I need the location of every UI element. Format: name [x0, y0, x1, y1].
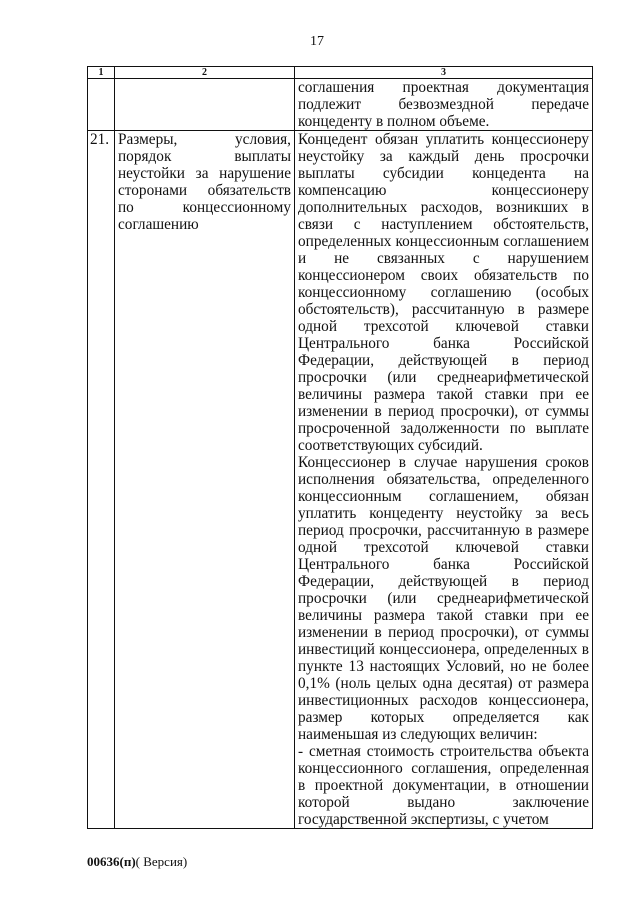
table-header-row: [88, 67, 593, 79]
content-paragraph: соглашения проектная документация подлежит безвозмездной передаче концеденту в полном объеме.: [298, 79, 589, 130]
column-header-1: 1: [88, 67, 115, 79]
item-name-cell: Размеры, условия, порядок выплаты неустойки за нарушение сторонами обязательств по концессионному соглашению: [115, 131, 295, 829]
document-version-label: ( Версия): [135, 854, 188, 869]
row-number-cell: 21.: [88, 131, 115, 829]
content-paragraph: - сметная стоимость строительства объекта концессионного соглашения, определенная в проектной документации, в отношении которой выдано заключение государственной экспертизы, с учетом: [298, 743, 589, 828]
item-content-cell: [295, 131, 593, 829]
page-number: 17: [310, 34, 324, 49]
row-number-cell: [88, 79, 115, 131]
document-code: 00636(п): [87, 854, 136, 869]
item-name-cell: [115, 79, 295, 131]
table-row: [88, 79, 593, 131]
table-row: [88, 131, 593, 829]
content-paragraph: Концессионер в случае нарушения сроков исполнения обязательства, определенного концессионным соглашением, обязан уплатить концеденту неустойку за весь период просрочки, рассчитанную в размере одной трехсотой ключевой ставки Центрального банка Российской Федерации, действующей в период просрочки (или среднеарифметической величины размера такой ставки при ее изменении в период просрочки), от суммы инвестиций концессионера, определенных в пункте 13 настоящих Условий, но не более 0,1% (ноль целых одна десятая) от размера инвестиционных расходов концессионера, размер которых определяется как наименьшая из следующих величин:: [298, 454, 589, 743]
column-header-3: 3: [295, 67, 593, 79]
conditions-table: [87, 66, 593, 829]
content-paragraph: Концедент обязан уплатить концессионеру неустойку за каждый день просрочки выплаты субсидии концедента на компенсацию концессионеру дополнительных расходов, возникших в связи с наступлением обстоятельств, определенных концессионным соглашением и не связанных с нарушением концессионером своих обязательств по концессионному соглашению (особых обстоятельств), рассчитанную в размере одной трехсотой ключевой ставки Центрального банка Российской Федерации, действующей в период просрочки (или среднеарифметической величины размера такой ставки при ее изменении в период просрочки), от суммы просроченной задолженности по выплате соответствующих субсидий.: [298, 131, 589, 454]
document-footer: [87, 854, 187, 870]
item-content-cell: [295, 79, 593, 131]
column-header-2: 2: [115, 67, 295, 79]
